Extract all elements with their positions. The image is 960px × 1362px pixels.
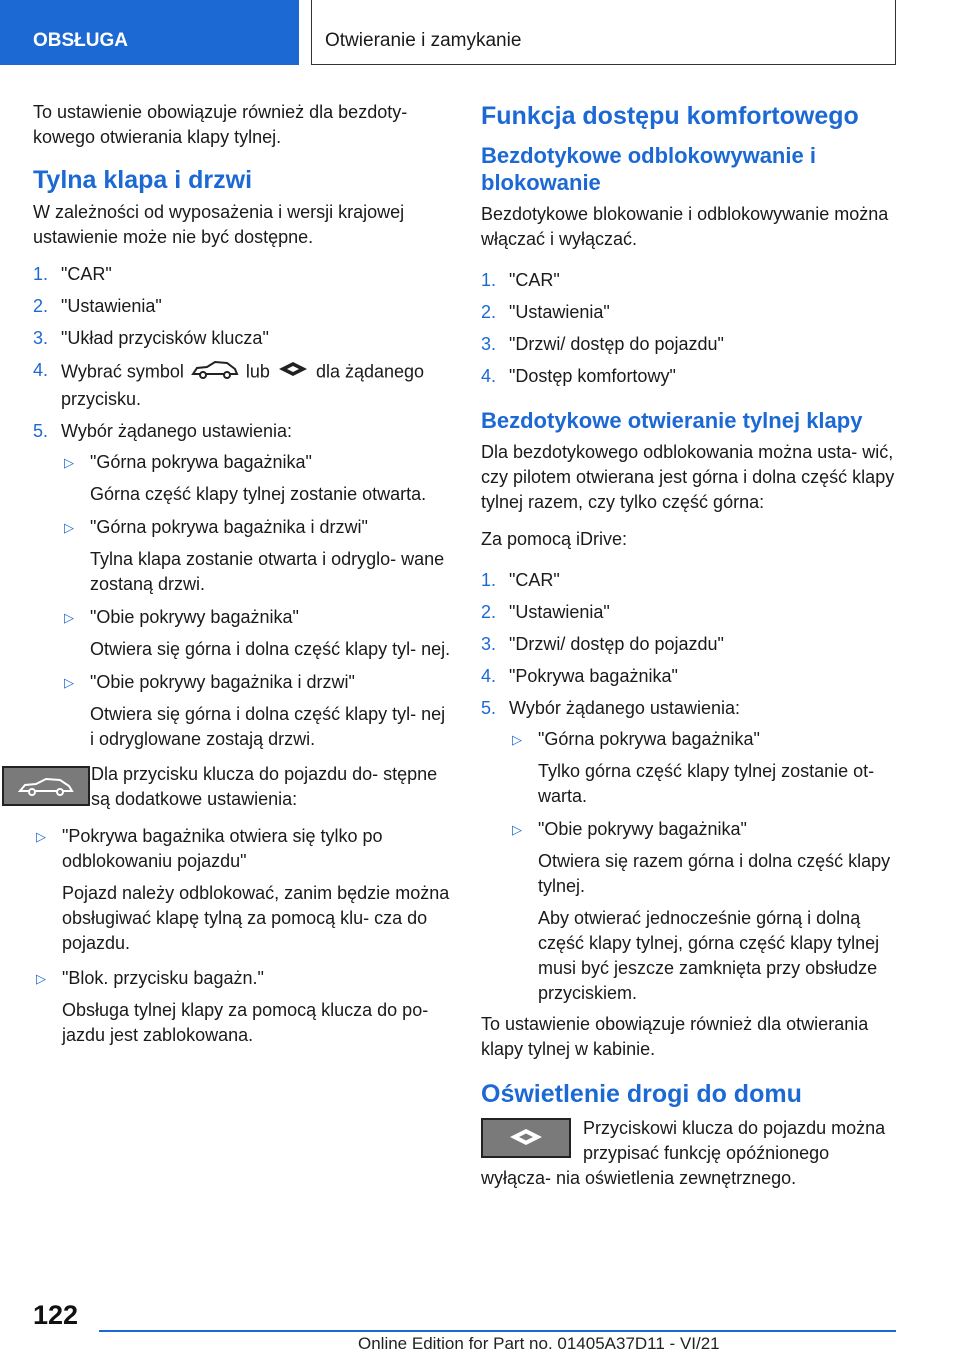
list-item — [481, 632, 901, 657]
option-label: "Pokrywa bagażnika otwiera się tylko po odblokowaniu pojazdu" — [62, 826, 383, 871]
cabin-paragraph: To ustawienie obowiązuje również dla otwierania klapy tylnej w kabinie. — [481, 1014, 869, 1059]
extra-options-list — [33, 824, 453, 1048]
diamond-icon — [481, 1118, 571, 1158]
lighting-text: Przyciskowi klucza do pojazdu można przypisać funkcję opóźnionego wyłącza- nia oświetlenia zewnętrznego. — [481, 1118, 886, 1188]
section-tab — [0, 0, 299, 65]
step-number: 5. — [481, 698, 497, 718]
list-item — [33, 824, 453, 956]
list-item — [33, 966, 453, 1048]
step-text-mid: lub — [245, 361, 270, 382]
option-label: "Blok. przycisku bagażn." — [62, 968, 264, 988]
option-label: "Górna pokrywa bagażnika" — [538, 729, 760, 749]
step-number: 3. — [33, 328, 49, 348]
steps-list — [33, 262, 453, 752]
list-item — [61, 605, 453, 662]
step-text: "Pokrywa bagażnika" — [509, 666, 678, 686]
lighting-note — [481, 1116, 901, 1191]
list-item — [481, 332, 901, 357]
step-text: "CAR" — [61, 264, 112, 284]
list-item — [481, 568, 901, 593]
idrive-paragraph: Za pomocą iDrive: — [481, 529, 628, 549]
option-label: "Górna pokrywa bagażnika i drzwi" — [90, 517, 368, 537]
triangle-right-icon: ▷ — [64, 610, 74, 625]
subheading-contactless-tailgate: Bezdotykowe otwieranie tylnej klapy — [481, 408, 863, 433]
section-heading-follow-me-home: Oświetlenie drogi do domu — [481, 1080, 802, 1108]
list-item — [481, 600, 901, 625]
subheading-contactless-lock: Bezdotykowe odblokowywanie i blokowanie — [481, 143, 816, 195]
steps-list — [481, 268, 901, 389]
step-text: "Ustawienia" — [61, 296, 162, 316]
page-number: 122 — [33, 1300, 79, 1330]
option-label: "Obie pokrywy bagażnika" — [538, 819, 747, 839]
chapter-title: Otwieranie i zamykanie — [325, 30, 522, 51]
steps-list — [481, 568, 901, 1006]
car-icon — [189, 358, 241, 387]
step-text: "CAR" — [509, 270, 560, 290]
option-desc: Otwiera się górna i dolna część klapy tyl- nej. — [90, 639, 451, 659]
car-icon — [2, 766, 90, 806]
step-number: 5. — [33, 421, 49, 441]
option-label: "Obie pokrywy bagażnika" — [90, 607, 299, 627]
option-desc: Obsługa tylnej klapy za pomocą klucza do po- jazdu jest zablokowana. — [62, 1000, 429, 1045]
chapter-header — [311, 0, 896, 65]
option-desc-extra: Aby otwierać jednocześnie górną i dolną część klapy tylnej, górna część klapy tylnej musi być jeszcze zamknięta przy obsłudze przyciskiem. — [538, 908, 880, 1003]
list-item — [481, 696, 901, 1006]
footer-divider — [99, 1330, 896, 1332]
list-item — [33, 419, 453, 752]
key-note — [33, 762, 453, 812]
list-item — [33, 326, 453, 351]
option-desc: Otwiera się razem górna i dolna część klapy tylnej. — [538, 851, 891, 896]
triangle-right-icon: ▷ — [512, 822, 522, 837]
options-list — [509, 727, 901, 1006]
step-text: "Drzwi/ dostęp do pojazdu" — [509, 634, 724, 654]
triangle-right-icon: ▷ — [64, 520, 74, 535]
list-item — [509, 727, 901, 809]
step-text: "Dostęp komfortowy" — [509, 366, 676, 386]
triangle-right-icon: ▷ — [64, 455, 74, 470]
step-number: 4. — [481, 666, 497, 686]
section-heading-comfort-access: Funkcja dostępu komfortowego — [481, 102, 859, 130]
option-desc: Otwiera się górna i dolna część klapy tyl- nej i odryglowane zostają drzwi. — [90, 704, 446, 749]
step-text: Wybór żądanego ustawienia: — [61, 421, 292, 441]
triangle-right-icon: ▷ — [36, 829, 46, 844]
option-desc: Górna część klapy tylnej zostanie otwarta. — [90, 484, 427, 504]
list-item — [481, 268, 901, 293]
triangle-right-icon: ▷ — [512, 732, 522, 747]
step-number: 1. — [33, 264, 49, 284]
lock-paragraph: Bezdotykowe blokowanie i odblokowywanie można włączać i wyłączać. — [481, 204, 889, 249]
step-number: 3. — [481, 334, 497, 354]
step-number: 1. — [481, 270, 497, 290]
list-item — [33, 294, 453, 319]
option-label: "Górna pokrywa bagażnika" — [90, 452, 312, 472]
section-heading-tailgate: Tylna klapa i drzwi — [33, 166, 253, 194]
list-item — [481, 664, 901, 689]
list-item — [481, 300, 901, 325]
step-number: 1. — [481, 570, 497, 590]
list-item — [481, 364, 901, 389]
step-text: "Ustawienia" — [509, 602, 610, 622]
triangle-right-icon: ▷ — [64, 675, 74, 690]
availability-paragraph: W zależności od wyposażenia i wersji krajowej ustawienie może nie być dostępne. — [33, 202, 405, 247]
option-desc: Pojazd należy odblokować, zanim będzie można obsługiwać klapę tylną za pomocą klu- cza do pojazdu. — [62, 883, 450, 953]
tailgate-paragraph: Dla bezdotykowego odblokowania można usta- wić, czy pilotem otwierana jest górna i dolna część klapy tylnej razem, czy tylko część górna: — [481, 442, 895, 512]
step-number: 3. — [481, 634, 497, 654]
edition-text: Online Edition for Part no. 01405A37D11 - VI/21 — [358, 1334, 720, 1353]
intro-paragraph: To ustawienie obowiązuje również dla bezdoty- kowego otwierania klapy tylnej. — [33, 102, 408, 147]
step-text: "CAR" — [509, 570, 560, 590]
step-number: 2. — [481, 602, 497, 622]
list-item — [61, 450, 453, 507]
step-number: 4. — [481, 366, 497, 386]
step-number: 2. — [33, 296, 49, 316]
list-item — [509, 817, 901, 1006]
left-column — [33, 100, 453, 1058]
step-text: "Drzwi/ dostęp do pojazdu" — [509, 334, 724, 354]
step-number: 4. — [33, 360, 49, 380]
list-item — [33, 262, 453, 287]
list-item — [33, 358, 453, 412]
section-title: OBSŁUGA — [33, 30, 128, 51]
list-item — [61, 515, 453, 597]
step-text-pre: Wybrać symbol — [61, 361, 184, 382]
triangle-right-icon: ▷ — [36, 971, 46, 986]
step-text: "Układ przycisków klucza" — [61, 328, 269, 348]
right-column — [481, 100, 901, 1203]
step-text-post: dla żądanego przycisku. — [61, 361, 425, 409]
diamond-icon — [275, 360, 311, 385]
list-item — [61, 670, 453, 752]
step-number: 2. — [481, 302, 497, 322]
options-list — [61, 450, 453, 752]
option-label: "Obie pokrywy bagażnika i drzwi" — [90, 672, 355, 692]
option-desc: Tylna klapa zostanie otwarta i odryglo- wane zostaną drzwi. — [90, 549, 445, 594]
step-text: "Ustawienia" — [509, 302, 610, 322]
note-text: Dla przycisku klucza do pojazdu do- stępne są dodatkowe ustawienia: — [91, 764, 438, 809]
step-text: Wybór żądanego ustawienia: — [509, 698, 740, 718]
option-desc: Tylko górna część klapy tylnej zostanie ot- warta. — [538, 761, 875, 806]
